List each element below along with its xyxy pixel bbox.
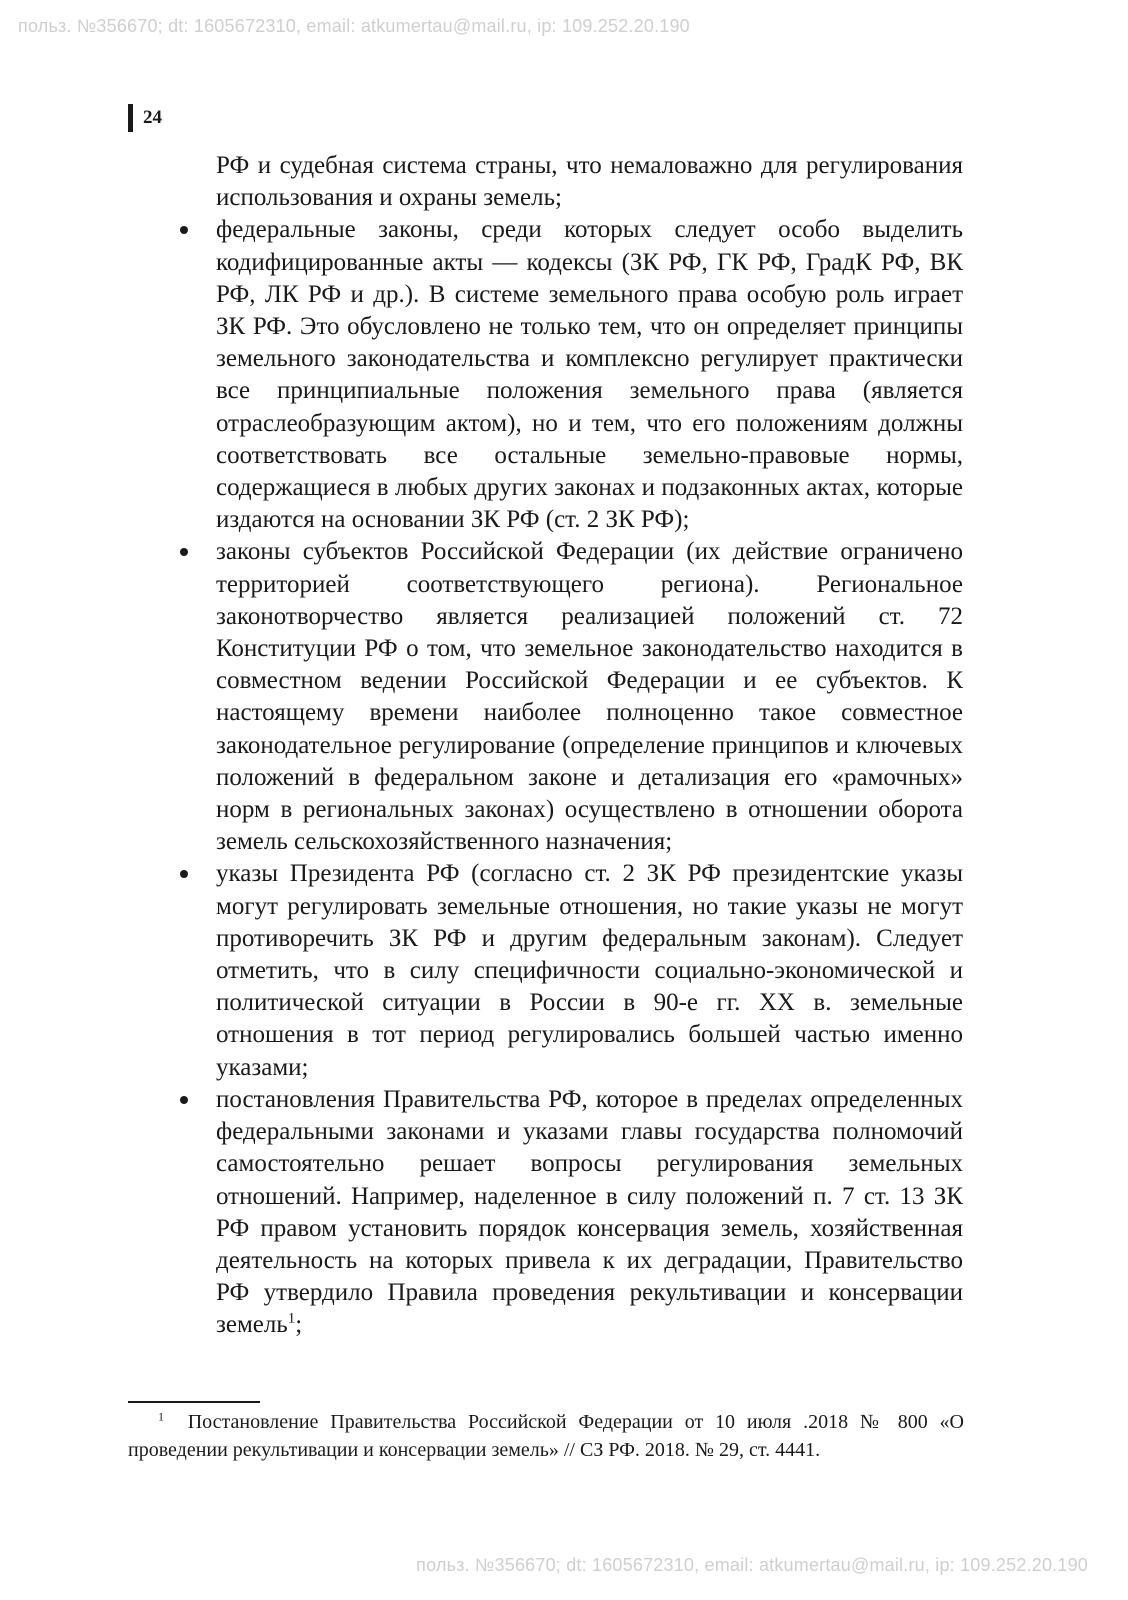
list-item [216,536,963,858]
list-item-tail: ; [295,1311,303,1339]
body-text [216,150,963,1342]
watermark-top: польз. №356670; dt: 1605672310, email: atkumertau@mail.ru, ip: 109.252.20.190 [18,16,690,36]
page-number-value: 24 [143,107,162,128]
list-item-text: указы Президента РФ (согласно ст. 2 ЗК РФ президентские указы могут регулировать земельные отношения, но такие указы не могут противоречить ЗК РФ и другим федеральным законам). Следует отметить, что в силу специфичности социально-экономической и политической ситуации в России в 90-е гг. XX в. земельные отношения в тот период регулировались большей частью именно указами; [216,860,963,1081]
bullet-icon [180,548,188,556]
footnote-separator [128,1401,260,1403]
footnote-reference[interactable]: 1 [287,1310,296,1327]
footnote [128,1408,964,1464]
intro-paragraph: РФ и судебная система страны, что немаловажно для регулирования использования и охраны земель; [216,152,963,212]
list-item [216,858,963,1083]
list-item-text: постановления Правительства РФ, которое в пределах определенных федеральными законами и указами главы государства полномочий самостоятельно решает вопросы регулирования земельных отношений. Например, наделенное в силу положений п. 7 ст. 13 ЗК РФ правом установить порядок консервация земель, хозяйственная деятельность на которых привела к их деградации, Правительство РФ утвердило Правила проведения рекультивации и консервации земель [216,1085,963,1339]
list-item [216,1084,963,1342]
bullet-icon [180,1096,188,1104]
list-item [216,214,963,536]
page-number [128,104,162,132]
list-item-text: федеральные законы, среди которых следует особо выделить кодифицированные акты — кодексы (ЗК РФ, ГК РФ, ГрадК РФ, ВК РФ, ЛК РФ и др.). В системе земельного права особую роль играет ЗК РФ. Это обусловлено не только тем, что он определяет принципы земельного законодательства и комплексно регулирует практически все принципиальные положения земельного права (является отраслеобразующим актом), но и тем, что его положениям должны соответствовать все остальные земельно-правовые нормы, содержащиеся в любых других законах и подзаконных актах, которые издаются на основании ЗК РФ (ст. 2 ЗК РФ); [216,216,963,534]
bullet-icon [180,870,188,878]
footnote-marker: 1 [158,1409,164,1424]
watermark-bottom: польз. №356670; dt: 1605672310, email: atkumertau@mail.ru, ip: 109.252.20.190 [416,1555,1088,1575]
page-number-bar [128,104,133,132]
list-item-text: законы субъектов Российской Федерации (их действие ограничено территорией соответствующего региона). Региональное законотворчество является реализацией положений ст. 72 Конституции РФ о том, что земельное законодательство находится в совместном ведении Российской Федерации и ее субъектов. К настоящему времени наиболее полноценно такое совместное законодательное регулирование (определение принципов и ключевых положений в федеральном законе и детализация его «рамочных» норм в региональных законах) осуществлено в отношении оборота земель сельскохозяйственного назначения; [216,538,963,856]
bullet-icon [180,226,188,234]
bullet-list [216,214,963,1341]
footnote-text: Постановление Правительства Российской Федерации от 10 июля .2018 № 800 «О проведении рекультивации и консервации земель» // СЗ РФ. 2018. № 29, ст. 4441. [128,1411,965,1461]
